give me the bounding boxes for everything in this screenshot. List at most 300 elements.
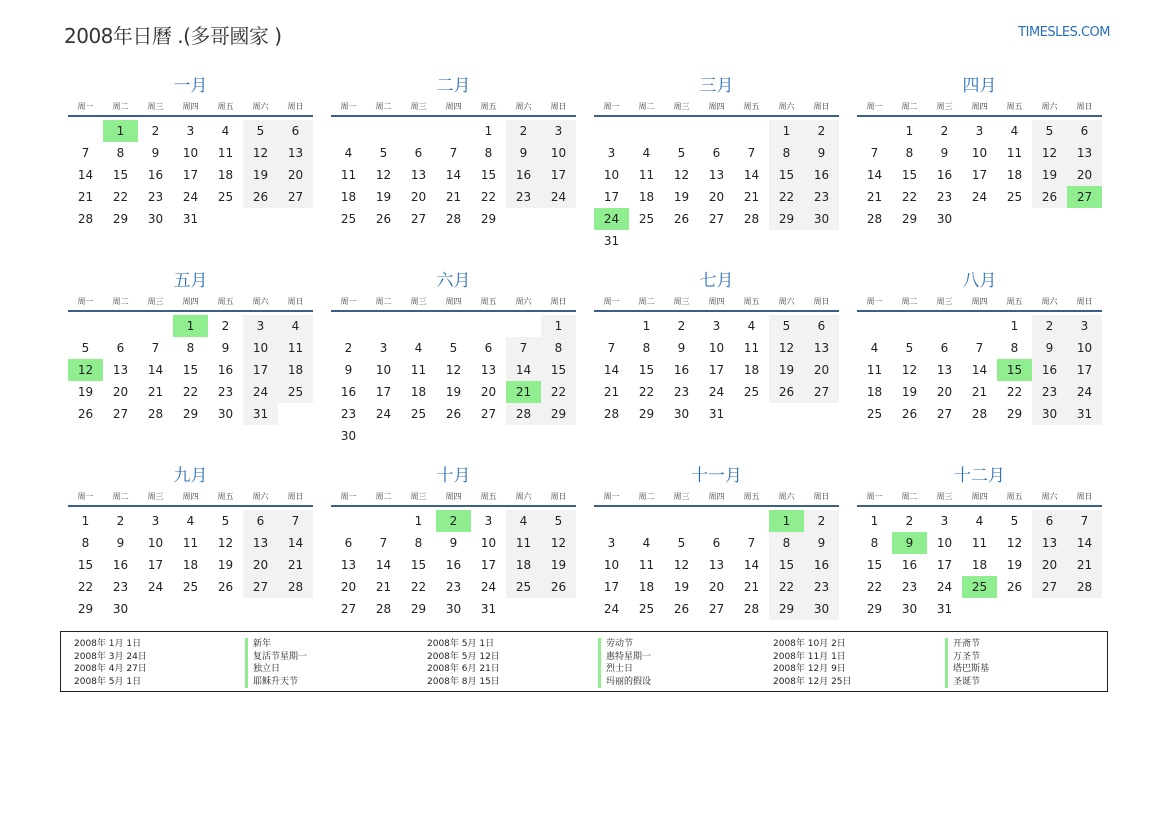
day-cell: 22 xyxy=(901,190,918,204)
day-cell: 26 xyxy=(1006,580,1023,594)
holiday-name: 塔巴斯基 xyxy=(945,663,989,676)
day-cell: 28 xyxy=(603,407,620,421)
day-cell: 2 xyxy=(940,124,949,138)
day-cell: 12 xyxy=(673,168,690,182)
site-link[interactable]: TIMESLES.COM xyxy=(1018,25,1110,40)
empty-cell xyxy=(331,120,366,142)
day-cell: 24 xyxy=(243,381,278,403)
holiday-day-cell: 1 xyxy=(769,510,804,532)
day-cell: 3 xyxy=(975,124,984,138)
day-cell: 24 xyxy=(375,407,392,421)
weekday-label: 周五 xyxy=(480,297,497,306)
day-cell: 25 xyxy=(743,385,760,399)
weekday-label: 周三 xyxy=(410,297,427,306)
day-cell: 17 xyxy=(936,558,953,572)
day-cell: 30 xyxy=(217,407,234,421)
day-cell: 3 xyxy=(379,341,388,355)
weekday-label: 周六 xyxy=(252,102,269,111)
day-cell: 11 xyxy=(506,532,541,554)
day-cell: 21 xyxy=(77,190,94,204)
day-cell: 21 xyxy=(278,554,313,576)
day-cell: 29 xyxy=(769,598,804,620)
day-cell: 29 xyxy=(480,212,497,226)
day-cell: 12 xyxy=(243,142,278,164)
weekday-label: 周日 xyxy=(550,492,567,501)
day-cell: 8 xyxy=(414,536,423,550)
holiday-name: 独立日 xyxy=(245,663,307,676)
day-cell: 30 xyxy=(112,602,129,616)
day-cell: 27 xyxy=(243,576,278,598)
weekday-label: 周一 xyxy=(603,102,620,111)
month-calendar xyxy=(594,74,839,259)
empty-cell xyxy=(892,315,927,337)
day-cell: 15 xyxy=(866,558,883,572)
weekday-label: 周五 xyxy=(217,492,234,501)
day-cell: 30 xyxy=(445,602,462,616)
day-cell: 1 xyxy=(642,319,651,333)
holiday-date: 2008年 4月 27日 xyxy=(74,664,147,674)
empty-cell xyxy=(471,315,506,337)
day-cell: 10 xyxy=(603,558,620,572)
day-cell: 7 xyxy=(1067,510,1102,532)
empty-cell xyxy=(366,510,401,532)
weekday-label: 周三 xyxy=(936,102,953,111)
day-cell: 24 xyxy=(971,190,988,204)
day-cell: 30 xyxy=(936,212,953,226)
holiday-day-cell: 12 xyxy=(68,359,103,381)
day-cell: 14 xyxy=(743,168,760,182)
weekday-label: 周三 xyxy=(147,102,164,111)
day-cell: 9 xyxy=(940,146,949,160)
day-cell: 25 xyxy=(638,602,655,616)
day-cell: 8 xyxy=(870,536,879,550)
day-cell: 23 xyxy=(217,385,234,399)
holiday-day-cell: 21 xyxy=(506,381,541,403)
day-cell: 5 xyxy=(449,341,458,355)
holiday-day-cell: 24 xyxy=(594,208,629,230)
holiday-name: 新年 xyxy=(245,638,307,651)
day-cell: 16 xyxy=(506,164,541,186)
day-cell: 2 xyxy=(677,319,686,333)
day-cell: 20 xyxy=(480,385,497,399)
day-cell: 30 xyxy=(1032,403,1067,425)
day-cell: 18 xyxy=(866,385,883,399)
weekday-label: 周一 xyxy=(866,102,883,111)
weekday-header xyxy=(857,488,1102,507)
day-cell: 13 xyxy=(243,532,278,554)
day-cell: 8 xyxy=(769,142,804,164)
day-cell: 20 xyxy=(1067,164,1102,186)
day-cell: 22 xyxy=(769,576,804,598)
day-cell: 19 xyxy=(673,190,690,204)
day-cell: 12 xyxy=(217,536,234,550)
day-cell: 7 xyxy=(975,341,984,355)
day-cell: 28 xyxy=(506,403,541,425)
legend-date-column xyxy=(773,638,852,688)
day-cell: 19 xyxy=(375,190,392,204)
day-cell: 16 xyxy=(804,554,839,576)
day-cell: 30 xyxy=(804,208,839,230)
empty-cell xyxy=(629,510,664,532)
holiday-name: 惠特星期一 xyxy=(598,651,651,664)
day-cell: 13 xyxy=(278,142,313,164)
day-cell: 22 xyxy=(182,385,199,399)
day-cell: 6 xyxy=(1067,120,1102,142)
day-cell: 1 xyxy=(414,514,423,528)
month-calendar xyxy=(331,269,576,454)
day-cell: 1 xyxy=(484,124,493,138)
day-cell: 5 xyxy=(1032,120,1067,142)
day-cell: 6 xyxy=(484,341,493,355)
day-cell: 9 xyxy=(116,536,125,550)
day-cell: 21 xyxy=(147,385,164,399)
day-cell: 14 xyxy=(77,168,94,182)
day-cell: 7 xyxy=(449,146,458,160)
day-cell: 3 xyxy=(151,514,160,528)
day-cell: 20 xyxy=(708,580,725,594)
day-cell: 12 xyxy=(445,363,462,377)
day-cell: 28 xyxy=(147,407,164,421)
month-name: 九月 xyxy=(173,466,208,486)
day-cell: 10 xyxy=(147,536,164,550)
weekday-label: 周六 xyxy=(515,102,532,111)
holiday-day-cell: 9 xyxy=(892,532,927,554)
legend-name-column xyxy=(245,638,307,688)
day-cell: 15 xyxy=(901,168,918,182)
weekday-label: 周日 xyxy=(813,492,830,501)
day-cell: 2 xyxy=(151,124,160,138)
day-cell: 20 xyxy=(112,385,129,399)
day-cell: 18 xyxy=(638,190,655,204)
day-cell: 19 xyxy=(673,580,690,594)
day-cell: 15 xyxy=(769,554,804,576)
day-cell: 9 xyxy=(344,363,353,377)
weekday-label: 周二 xyxy=(375,492,392,501)
month-calendar xyxy=(68,74,313,259)
day-cell: 2 xyxy=(116,514,125,528)
month-calendar xyxy=(68,464,313,649)
weekday-label: 周日 xyxy=(1076,102,1093,111)
day-cell: 15 xyxy=(410,558,427,572)
holiday-date: 2008年 8月 15日 xyxy=(427,676,500,687)
month-name: 二月 xyxy=(436,76,471,96)
day-cell: 11 xyxy=(638,558,655,572)
days-grid xyxy=(857,120,1102,230)
day-cell: 27 xyxy=(1032,576,1067,598)
day-cell: 26 xyxy=(901,407,918,421)
day-cell: 30 xyxy=(804,598,839,620)
day-cell: 29 xyxy=(541,403,576,425)
weekday-header xyxy=(68,98,313,117)
day-cell: 4 xyxy=(221,124,230,138)
empty-cell xyxy=(629,120,664,142)
weekday-label: 周二 xyxy=(638,102,655,111)
day-cell: 11 xyxy=(217,146,234,160)
day-cell: 9 xyxy=(804,532,839,554)
empty-cell xyxy=(68,315,103,337)
weekday-label: 周一 xyxy=(77,492,94,501)
empty-cell xyxy=(506,315,541,337)
day-cell: 7 xyxy=(607,341,616,355)
empty-cell xyxy=(68,120,103,142)
day-cell: 15 xyxy=(541,359,576,381)
day-cell: 9 xyxy=(221,341,230,355)
day-cell: 31 xyxy=(243,403,278,425)
day-cell: 4 xyxy=(747,319,756,333)
day-cell: 17 xyxy=(147,558,164,572)
day-cell: 5 xyxy=(81,341,90,355)
day-cell: 7 xyxy=(747,536,756,550)
day-cell: 6 xyxy=(278,120,313,142)
day-cell: 16 xyxy=(147,168,164,182)
day-cell: 15 xyxy=(112,168,129,182)
day-cell: 28 xyxy=(278,576,313,598)
month-calendar xyxy=(68,269,313,454)
day-cell: 23 xyxy=(804,186,839,208)
day-cell: 14 xyxy=(506,359,541,381)
day-cell: 31 xyxy=(603,234,620,248)
day-cell: 3 xyxy=(712,319,721,333)
day-cell: 20 xyxy=(278,164,313,186)
holiday-day-cell: 1 xyxy=(173,315,208,337)
day-cell: 23 xyxy=(673,385,690,399)
day-cell: 29 xyxy=(901,212,918,226)
weekday-label: 周二 xyxy=(638,492,655,501)
day-cell: 8 xyxy=(186,341,195,355)
day-cell: 2 xyxy=(804,120,839,142)
day-cell: 14 xyxy=(278,532,313,554)
holiday-day-cell: 15 xyxy=(997,359,1032,381)
day-cell: 29 xyxy=(77,602,94,616)
empty-cell xyxy=(366,120,401,142)
holiday-day-cell: 25 xyxy=(962,576,997,598)
holiday-date: 2008年 10月 2日 xyxy=(773,639,846,649)
day-cell: 7 xyxy=(278,510,313,532)
weekday-label: 周三 xyxy=(673,492,690,501)
day-cell: 14 xyxy=(603,363,620,377)
empty-cell xyxy=(927,315,962,337)
day-cell: 20 xyxy=(804,359,839,381)
day-cell: 18 xyxy=(182,558,199,572)
day-cell: 27 xyxy=(804,381,839,403)
day-cell: 20 xyxy=(410,190,427,204)
days-grid xyxy=(331,315,576,447)
day-cell: 26 xyxy=(673,212,690,226)
day-cell: 21 xyxy=(375,580,392,594)
days-grid xyxy=(68,510,313,620)
weekday-label: 周六 xyxy=(1041,492,1058,501)
day-cell: 23 xyxy=(506,186,541,208)
empty-cell xyxy=(401,120,436,142)
day-cell: 27 xyxy=(278,186,313,208)
holiday-day-cell: 1 xyxy=(103,120,138,142)
day-cell: 24 xyxy=(708,385,725,399)
day-cell: 8 xyxy=(1010,341,1019,355)
day-cell: 16 xyxy=(112,558,129,572)
day-cell: 3 xyxy=(186,124,195,138)
day-cell: 22 xyxy=(866,580,883,594)
month-name: 一月 xyxy=(173,76,208,96)
days-grid xyxy=(68,315,313,425)
day-cell: 2 xyxy=(506,120,541,142)
holiday-name: 圣诞节 xyxy=(945,676,989,689)
day-cell: 22 xyxy=(410,580,427,594)
weekday-label: 周五 xyxy=(217,297,234,306)
day-cell: 4 xyxy=(642,536,651,550)
holiday-date: 2008年 5月 12日 xyxy=(427,651,500,662)
weekday-header xyxy=(331,488,576,507)
weekday-label: 周一 xyxy=(866,492,883,501)
day-cell: 6 xyxy=(344,536,353,550)
days-grid xyxy=(594,315,839,425)
weekday-label: 周五 xyxy=(743,492,760,501)
day-cell: 29 xyxy=(769,208,804,230)
day-cell: 14 xyxy=(375,558,392,572)
empty-cell xyxy=(366,315,401,337)
empty-cell xyxy=(594,510,629,532)
day-cell: 26 xyxy=(243,186,278,208)
day-cell: 17 xyxy=(603,190,620,204)
day-cell: 30 xyxy=(901,602,918,616)
day-cell: 22 xyxy=(480,190,497,204)
day-cell: 31 xyxy=(936,602,953,616)
day-cell: 6 xyxy=(712,536,721,550)
day-cell: 13 xyxy=(804,337,839,359)
day-cell: 27 xyxy=(112,407,129,421)
day-cell: 24 xyxy=(936,580,953,594)
month-name: 十二月 xyxy=(954,466,1005,486)
day-cell: 8 xyxy=(116,146,125,160)
day-cell: 13 xyxy=(708,168,725,182)
holiday-day-cell: 27 xyxy=(1067,186,1102,208)
day-cell: 16 xyxy=(1032,359,1067,381)
empty-cell xyxy=(331,315,366,337)
month-calendar xyxy=(857,74,1102,259)
weekday-header xyxy=(857,98,1102,117)
day-cell: 6 xyxy=(414,146,423,160)
empty-cell xyxy=(857,120,892,142)
day-cell: 9 xyxy=(804,142,839,164)
day-cell: 1 xyxy=(769,120,804,142)
day-cell: 16 xyxy=(445,558,462,572)
day-cell: 10 xyxy=(971,146,988,160)
day-cell: 28 xyxy=(375,602,392,616)
day-cell: 11 xyxy=(638,168,655,182)
empty-cell xyxy=(857,315,892,337)
day-cell: 16 xyxy=(804,164,839,186)
month-calendar xyxy=(331,464,576,649)
month-name: 四月 xyxy=(962,76,997,96)
day-cell: 26 xyxy=(375,212,392,226)
empty-cell xyxy=(664,510,699,532)
month-calendar xyxy=(857,464,1102,649)
day-cell: 16 xyxy=(936,168,953,182)
day-cell: 6 xyxy=(116,341,125,355)
weekday-label: 周一 xyxy=(603,297,620,306)
holiday-date: 2008年 12月 25日 xyxy=(773,676,852,687)
day-cell: 25 xyxy=(1006,190,1023,204)
day-cell: 12 xyxy=(375,168,392,182)
empty-cell xyxy=(734,510,769,532)
weekday-label: 周五 xyxy=(480,492,497,501)
day-cell: 21 xyxy=(1067,554,1102,576)
holiday-date: 2008年 5月 1日 xyxy=(427,639,495,649)
day-cell: 9 xyxy=(151,146,160,160)
days-grid xyxy=(594,120,839,252)
month-name: 五月 xyxy=(173,271,208,291)
day-cell: 28 xyxy=(971,407,988,421)
day-cell: 2 xyxy=(1032,315,1067,337)
weekday-label: 周四 xyxy=(445,102,462,111)
day-cell: 11 xyxy=(278,337,313,359)
day-cell: 18 xyxy=(1006,168,1023,182)
calendar-grid xyxy=(68,74,1101,649)
day-cell: 22 xyxy=(112,190,129,204)
day-cell: 4 xyxy=(344,146,353,160)
day-cell: 10 xyxy=(375,363,392,377)
empty-cell xyxy=(699,510,734,532)
weekday-label: 周日 xyxy=(550,102,567,111)
month-calendar xyxy=(594,464,839,649)
day-cell: 6 xyxy=(1032,510,1067,532)
day-cell: 4 xyxy=(506,510,541,532)
day-cell: 25 xyxy=(506,576,541,598)
empty-cell xyxy=(962,315,997,337)
day-cell: 4 xyxy=(414,341,423,355)
day-cell: 15 xyxy=(77,558,94,572)
weekday-label: 周二 xyxy=(375,102,392,111)
day-cell: 17 xyxy=(375,385,392,399)
day-cell: 8 xyxy=(905,146,914,160)
day-cell: 26 xyxy=(673,602,690,616)
weekday-label: 周二 xyxy=(375,297,392,306)
empty-cell xyxy=(436,315,471,337)
weekday-label: 周一 xyxy=(866,297,883,306)
day-cell: 9 xyxy=(677,341,686,355)
weekday-label: 周四 xyxy=(971,297,988,306)
weekday-header xyxy=(594,488,839,507)
day-cell: 23 xyxy=(147,190,164,204)
weekday-label: 周日 xyxy=(287,102,304,111)
day-cell: 21 xyxy=(445,190,462,204)
day-cell: 15 xyxy=(769,164,804,186)
day-cell: 16 xyxy=(340,385,357,399)
day-cell: 5 xyxy=(905,341,914,355)
day-cell: 20 xyxy=(340,580,357,594)
day-cell: 18 xyxy=(410,385,427,399)
day-cell: 10 xyxy=(708,341,725,355)
day-cell: 1 xyxy=(870,514,879,528)
day-cell: 21 xyxy=(603,385,620,399)
day-cell: 8 xyxy=(642,341,651,355)
day-cell: 15 xyxy=(182,363,199,377)
day-cell: 17 xyxy=(603,580,620,594)
day-cell: 28 xyxy=(743,602,760,616)
day-cell: 16 xyxy=(901,558,918,572)
day-cell: 23 xyxy=(112,580,129,594)
weekday-label: 周二 xyxy=(901,102,918,111)
day-cell: 5 xyxy=(677,146,686,160)
empty-cell xyxy=(331,510,366,532)
day-cell: 31 xyxy=(480,602,497,616)
month-name: 三月 xyxy=(699,76,734,96)
month-calendar xyxy=(594,269,839,454)
day-cell: 2 xyxy=(344,341,353,355)
day-cell: 19 xyxy=(445,385,462,399)
day-cell: 14 xyxy=(445,168,462,182)
days-grid xyxy=(331,510,576,620)
day-cell: 30 xyxy=(673,407,690,421)
